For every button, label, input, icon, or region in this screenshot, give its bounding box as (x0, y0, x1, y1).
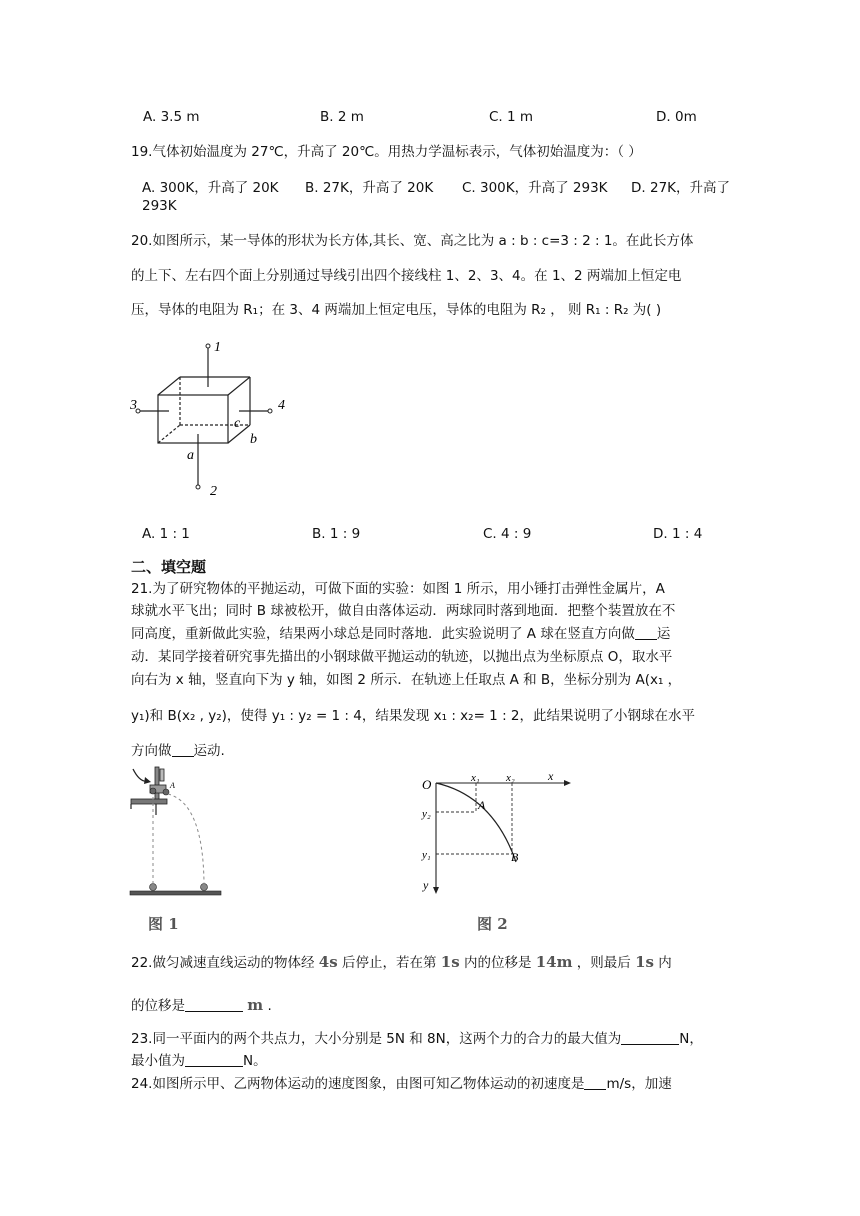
q21-line-6: y₁)和 B(x₂ , y₂)，使得 y₁ : y₂ = 1 : 4，结果发现 x₁ : x₂= 1 : 2，此结果说明了小钢球在水平 (131, 708, 695, 724)
q18-option-b: B. 2 m (320, 109, 364, 125)
q21-figure-2 (408, 772, 578, 900)
fig-terminal-3: 3 (130, 398, 137, 413)
q22-text-4: ，则最后 (576, 955, 631, 971)
q21-line-7 (131, 741, 729, 762)
q23-line-1-end: N， (679, 1031, 703, 1047)
q24-blank[interactable] (584, 1076, 606, 1090)
fig2-origin: O (422, 777, 432, 792)
q21-line-4: 动．某同学接着研究事先描出的小钢球做平抛运动的轨迹，以抛出点为坐标原点 O，取水平 (131, 649, 673, 665)
q20-option-a: A. 1 : 1 (142, 526, 190, 542)
q24-line-1 (131, 1074, 729, 1095)
q20-option-c: C. 4 : 9 (483, 526, 532, 542)
q20-line-3: 压，导体的电阻为 R₁；在 3、4 两端加上恒定电压，导体的电阻为 R₂ ， 则 R₁ : R₂ 为( ) (131, 302, 662, 318)
q22-end: . (267, 998, 272, 1014)
q21-line-7-end: 运动. (193, 743, 225, 759)
q24-text: 24.如图所示甲、乙两物体运动的速度图象，由图可知乙物体运动的初速度是 (131, 1076, 585, 1092)
q23-line-2-text: 最小值为 (131, 1053, 185, 1069)
q23-line-1 (131, 1029, 729, 1050)
q22-line-2-text: 的位移是 (131, 998, 185, 1014)
fig-edge-a: a (187, 448, 194, 463)
q20-option-b: B. 1 : 9 (312, 526, 361, 542)
q23-line-2-end: N。 (243, 1053, 267, 1069)
q19-option-d-continued: 293K (142, 198, 177, 214)
q21-figure-1 (128, 763, 223, 898)
q23-blank-min[interactable] (185, 1053, 243, 1067)
fig2-x-axis: x (548, 772, 554, 783)
fig2-x2: x₂ (506, 772, 515, 784)
fig2-point-b: B (511, 850, 519, 864)
q23-line-2 (131, 1051, 729, 1072)
q22-value-displacement: 14m (535, 953, 573, 971)
q19-option-a: A. 300K，升高了 20K (142, 180, 279, 196)
q20-line-2: 的上下、左右四个面上分别通过导线引出四个接线柱 1、2、3、4。在 1、2 两端加上恒定电 (131, 268, 682, 284)
fig2-y2: y₂ (422, 808, 431, 820)
q22-line-1 (131, 952, 729, 974)
q19-stem: 19.气体初始温度为 27℃，升高了 20℃。用热力学温标表示，气体初始温度为：（ ） (131, 144, 642, 160)
q20-cuboid-figure (128, 335, 298, 500)
fig-terminal-1: 1 (214, 340, 221, 355)
q22-unit: m (247, 996, 264, 1014)
q22-text-1: 22.做匀减速直线运动的物体经 (131, 955, 315, 971)
fig2-y1: y₁ (422, 849, 431, 861)
q22-blank[interactable] (185, 998, 243, 1012)
q21-line-3 (131, 624, 729, 645)
q20-option-d: D. 1 : 4 (653, 526, 703, 542)
fig-edge-b: b (250, 432, 257, 447)
q22-value-first-second: 1s (440, 953, 460, 971)
section-heading: 二、填空题 (131, 558, 207, 576)
q23-line-1-text: 23.同一平面内的两个共点力，大小分别是 5N 和 8N，这两个力的合力的最大值为 (131, 1031, 622, 1047)
fig-terminal-4: 4 (278, 398, 285, 413)
q22-text-2: 后停止，若在第 (341, 955, 437, 971)
q18-option-c: C. 1 m (489, 109, 534, 125)
q21-blank-1[interactable] (635, 626, 657, 640)
q21-line-1: 21.为了研究物体的平抛运动，可做下面的实验：如图 1 所示，用小锤打击弹性金属片，A (131, 581, 665, 597)
q21-line-7-text: 方向做 (131, 743, 172, 759)
q21-line-3-text: 同高度，重新做此实验，结果两小球总是同时落地．此实验说明了 A 球在竖直方向做 (131, 626, 635, 642)
q21-line-5: 向右为 x 轴，竖直向下为 y 轴，如图 2 所示．在轨迹上任取点 A 和 B，坐标分别为 A(x₁ ， (131, 672, 682, 688)
q24-text-end: m/s，加速 (606, 1076, 672, 1092)
q19-option-d: D. 27K，升高了 (631, 180, 731, 196)
fig2-y-axis: y (423, 878, 429, 892)
fig-terminal-2: 2 (210, 484, 217, 499)
q22-value-last-second: 1s (635, 953, 654, 971)
q22-value-time: 4s (318, 953, 338, 971)
figure-1-caption: 图 1 (148, 915, 179, 933)
q22-text-5: 内 (658, 955, 672, 971)
fig-edge-c: c (234, 416, 241, 431)
q18-option-d: D. 0m (656, 109, 697, 125)
fig1-label-a: A (170, 781, 175, 790)
q20-line-1: 20.如图所示，某一导体的形状为长方体,其长、宽、高之比为 a : b : c=3 : 2 : 1。在此长方体 (131, 233, 694, 249)
figure-2-caption: 图 2 (477, 915, 508, 933)
fig2-x1: x₁ (471, 772, 480, 784)
q19-option-b: B. 27K，升高了 20K (305, 180, 434, 196)
q21-blank-2[interactable] (172, 743, 194, 757)
fig2-point-a: A (478, 798, 486, 812)
q22-text-3: 内的位移是 (463, 955, 532, 971)
q21-line-3-end: 运 (656, 626, 671, 642)
q21-line-2: 球就水平飞出；同时 B 球被松开，做自由落体运动．两球同时落到地面．把整个装置放在不 (131, 603, 676, 619)
q22-line-2 (131, 995, 729, 1017)
q23-blank-max[interactable] (621, 1031, 679, 1045)
q19-option-c: C. 300K，升高了 293K (462, 180, 608, 196)
q18-option-a: A. 3.5 m (143, 109, 200, 125)
